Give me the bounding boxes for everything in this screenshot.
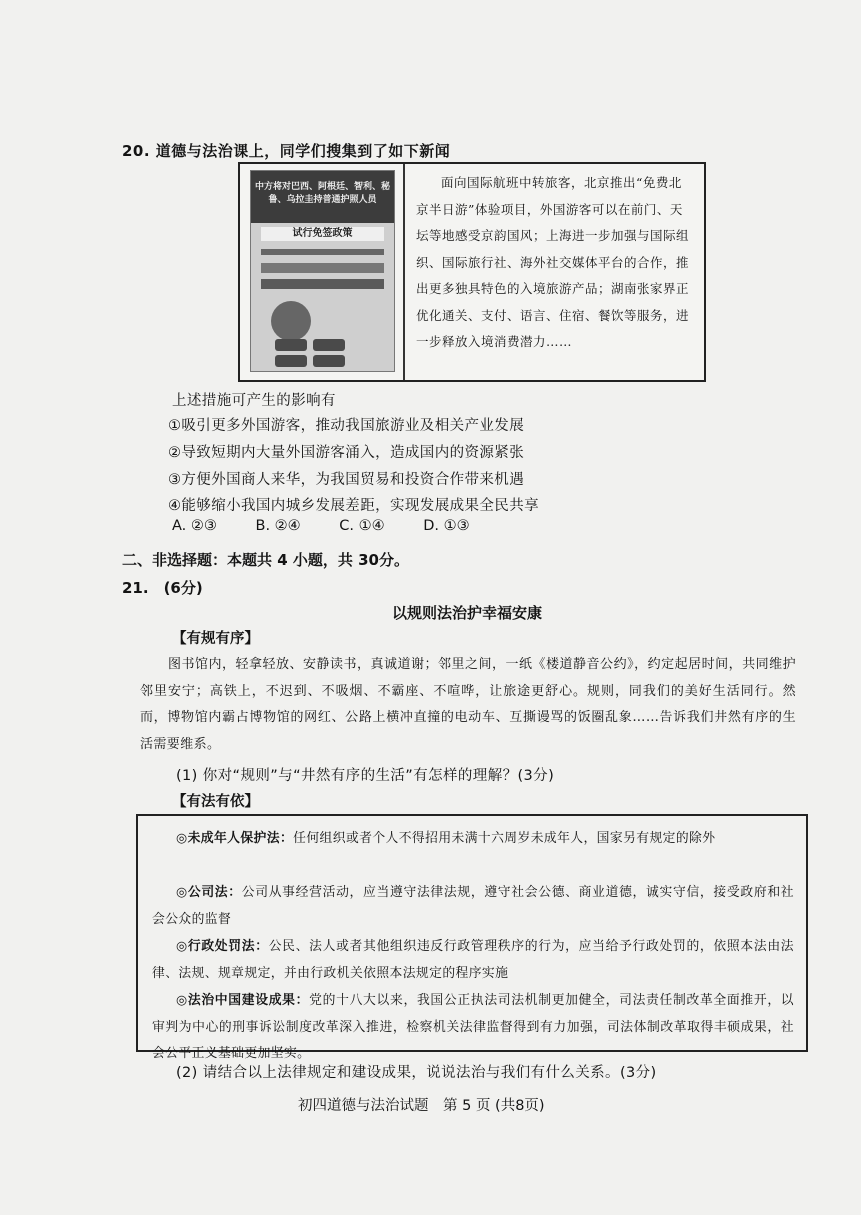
poster-line	[261, 249, 384, 255]
question-21-title: 以规则法治护幸福安康	[392, 604, 543, 622]
statement-1: ①吸引更多外国游客，推动我国旅游业及相关产业发展	[168, 418, 525, 434]
section-heading: 二、非选择题：本题共 4 小题，共 30分。	[122, 551, 409, 569]
answer-options	[172, 518, 504, 534]
poster-button	[275, 339, 307, 351]
news-divider	[403, 164, 405, 380]
option-a: A. ②③	[172, 518, 217, 534]
poster-button	[313, 355, 345, 367]
question-21-number: 21. (6分)	[122, 579, 203, 597]
sub-question-2: (2) 请结合以上法律规定和建设成果，说说法治与我们有什么关系。(3分)	[176, 1065, 657, 1081]
option-d: D. ①③	[423, 518, 470, 534]
news-text: 面向国际航班中转旅客，北京推出“免费北京半日游”体验项目，外国游客可以在前门、天坛等地感受京韵国风；上海进一步加强与国际组织、国际旅行社、海外社交媒体平台的合作，推出更多独具特色的入境旅游产品；湖南张家界正优化通关、支付、语言、住宿、餐饮等服务，进一步释放入境消费潜力……	[416, 175, 690, 349]
law-box	[136, 814, 808, 1061]
law-item: ◎公司法：公司从事经营活动，应当遵守法律法规，遵守社会公德、商业道德，诚实守信，接受政府和社会公众的监督	[152, 885, 794, 927]
statement-2: ②导致短期内大量外国游客涌入，造成国内的资源紧张	[168, 445, 525, 461]
poster-line	[261, 279, 384, 289]
question-prompt: 上述措施可产生的影响有	[172, 393, 336, 409]
poster-line	[261, 263, 384, 273]
page-footer: 初四道德与法治试题 第 5 页 (共8页)	[298, 1098, 545, 1114]
news-box	[238, 162, 706, 382]
poster-photo	[271, 301, 311, 341]
question-20-title: 20. 道德与法治课上，同学们搜集到了如下新闻	[122, 142, 451, 160]
law-item: ◎未成年人保护法：任何组织或者个人不得招用未满十六周岁未成年人，国家另有规定的除外	[176, 831, 716, 846]
part1-paragraph: 图书馆内，轻拿轻放、安静读书，真诚道谢；邻里之间，一纸《楼道静音公约》，约定起居时间，共同维护邻里安宁；高铁上，不迟到、不吸烟、不霸座、不喧哗，让旅途更舒心。规则，同我们的美好生活同行。然而，博物馆内霸占博物馆的网红、公路上横冲直撞的电动车、互撕谩骂的饭圈乱象……告诉我们井然有序的生活需要维系。	[140, 657, 796, 752]
poster-headline: 中方将对巴西、阿根廷、智利、秘鲁、乌拉圭持普通护照人员	[251, 171, 394, 223]
sub-question-1: (1) 你对“规则”与“井然有序的生活”有怎样的理解？(3分)	[176, 768, 555, 784]
poster-banner: 试行免签政策	[261, 227, 384, 241]
part1-heading: 【有规有序】	[172, 631, 259, 647]
part2-heading: 【有法有依】	[172, 794, 259, 810]
news-poster-image	[250, 170, 395, 372]
option-c: C. ①④	[339, 518, 385, 534]
poster-button	[313, 339, 345, 351]
law-item: ◎行政处罚法：公民、法人或者其他组织违反行政管理秩序的行为，应当给予行政处罚的，依照本法由法律、法规、规章规定，并由行政机关依照本法规定的程序实施	[152, 939, 794, 981]
poster-button	[275, 355, 307, 367]
law-item: ◎法治中国建设成果：党的十八大以来，我国公正执法司法机制更加健全，司法责任制改革全面推开，以审判为中心的刑事诉讼制度改革深入推进，检察机关法律监督得到有力加强，司法体制改革取得丰硕成果，社会公平正义基础更加坚实。	[152, 993, 794, 1061]
statement-4: ④能够缩小我国内城乡发展差距，实现发展成果全民共享	[168, 498, 539, 514]
statement-3: ③方便外国商人来华，为我国贸易和投资合作带来机遇	[168, 472, 525, 488]
option-b: B. ②④	[255, 518, 301, 534]
